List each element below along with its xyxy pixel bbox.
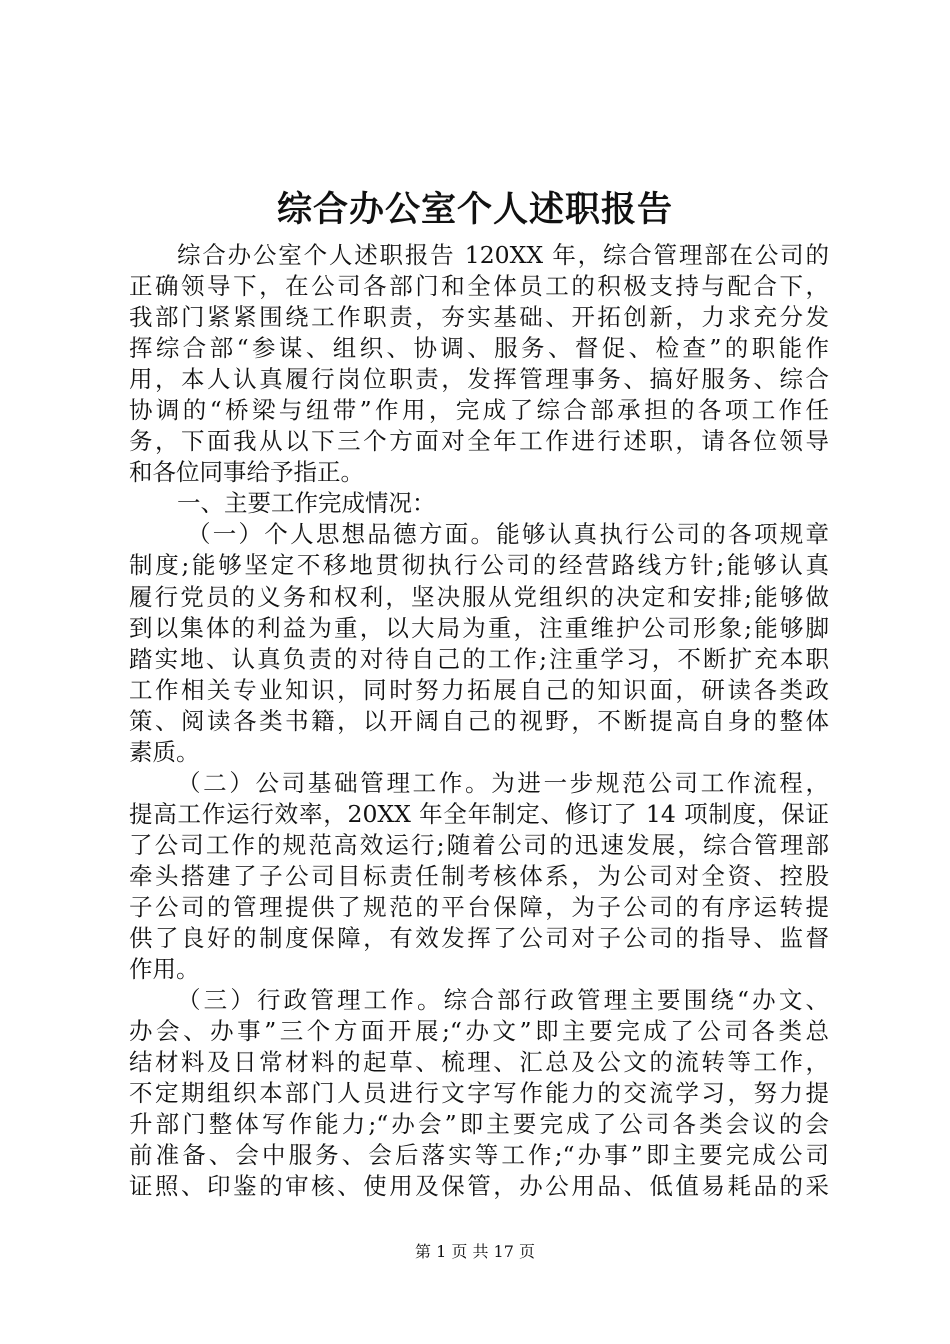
body-line: 前准备、会中服务、会后落实等工作;“办事”即主要完成公司	[129, 1141, 829, 1170]
body-line: 协调的“桥梁与纽带”作用，完成了综合部承担的各项工作任	[129, 396, 829, 425]
body-line: 综合办公室个人述职报告 120XX 年，综合管理部在公司的	[177, 241, 829, 269]
body-line: 履行党员的义务和权利，坚决服从党组织的决定和安排;能够做	[129, 582, 829, 611]
page-number-footer: 第 1 页 共 17 页	[415, 1242, 535, 1261]
body-line: （一）个人思想品德方面。能够认真执行公司的各项规章	[187, 520, 829, 549]
body-line: （三）行政管理工作。综合部行政管理主要围绕“办文、	[177, 986, 829, 1015]
body-line: 牵头搭建了子公司目标责任制考核体系，为公司对全资、控股	[129, 861, 829, 890]
body-line: 策、阅读各类书籍，以开阔自己的视野，不断提高自身的整体	[129, 706, 829, 735]
document-body	[129, 240, 829, 1202]
body-line: 我部门紧紧围绕工作职责，夯实基础、开拓创新，力求充分发	[129, 303, 829, 332]
body-line: （二）公司基础管理工作。为进一步规范公司工作流程，	[177, 768, 829, 797]
body-line: 结材料及日常材料的起草、梳理、汇总及公文的流转等工作，	[129, 1048, 829, 1077]
body-line: 制度;能够坚定不移地贯彻执行公司的经营路线方针;能够认真	[129, 551, 829, 580]
body-line: 用，本人认真履行岗位职责，发挥管理事务、搞好服务、综合	[129, 365, 829, 394]
body-line: 作用。	[129, 955, 200, 984]
document-title: 综合办公室个人述职报告	[276, 189, 673, 230]
body-line: 挥综合部“参谋、组织、协调、服务、督促、检查”的职能作	[129, 334, 829, 363]
body-line: 办会、办事”三个方面开展;“办文”即主要完成了公司各类总	[129, 1017, 829, 1046]
body-line: 证照、印鉴的审核、使用及保管，办公用品、低值易耗品的采	[129, 1172, 829, 1201]
body-line: 提高工作运行效率，20XX 年全年制定、修订了 14 项制度，保证	[129, 799, 829, 828]
section-heading: 一、主要工作完成情况：	[177, 489, 436, 518]
body-line: 和各位同事给予指正。	[129, 458, 364, 487]
body-line: 踏实地、认真负责的对待自己的工作;注重学习，不断扩充本职	[129, 644, 829, 673]
body-line: 不定期组织本部门人员进行文字写作能力的交流学习，努力提	[129, 1079, 829, 1108]
body-line: 供了良好的制度保障，有效发挥了公司对子公司的指导、监督	[129, 924, 829, 953]
body-line: 务，下面我从以下三个方面对全年工作进行述职，请各位领导	[129, 427, 829, 456]
body-line: 了公司工作的规范高效运行;随着公司的迅速发展，综合管理部	[129, 830, 829, 859]
body-line: 子公司的管理提供了规范的平台保障，为子公司的有序运转提	[129, 892, 829, 921]
body-line: 素质。	[129, 737, 200, 766]
body-line: 工作相关专业知识，同时努力拓展自己的知识面，研读各类政	[129, 675, 829, 704]
body-line: 升部门整体写作能力;“办会”即主要完成了公司各类会议的会	[129, 1110, 829, 1139]
body-line: 到以集体的利益为重，以大局为重，注重维护公司形象;能够脚	[129, 613, 829, 642]
body-line: 正确领导下，在公司各部门和全体员工的积极支持与配合下，	[129, 272, 829, 301]
